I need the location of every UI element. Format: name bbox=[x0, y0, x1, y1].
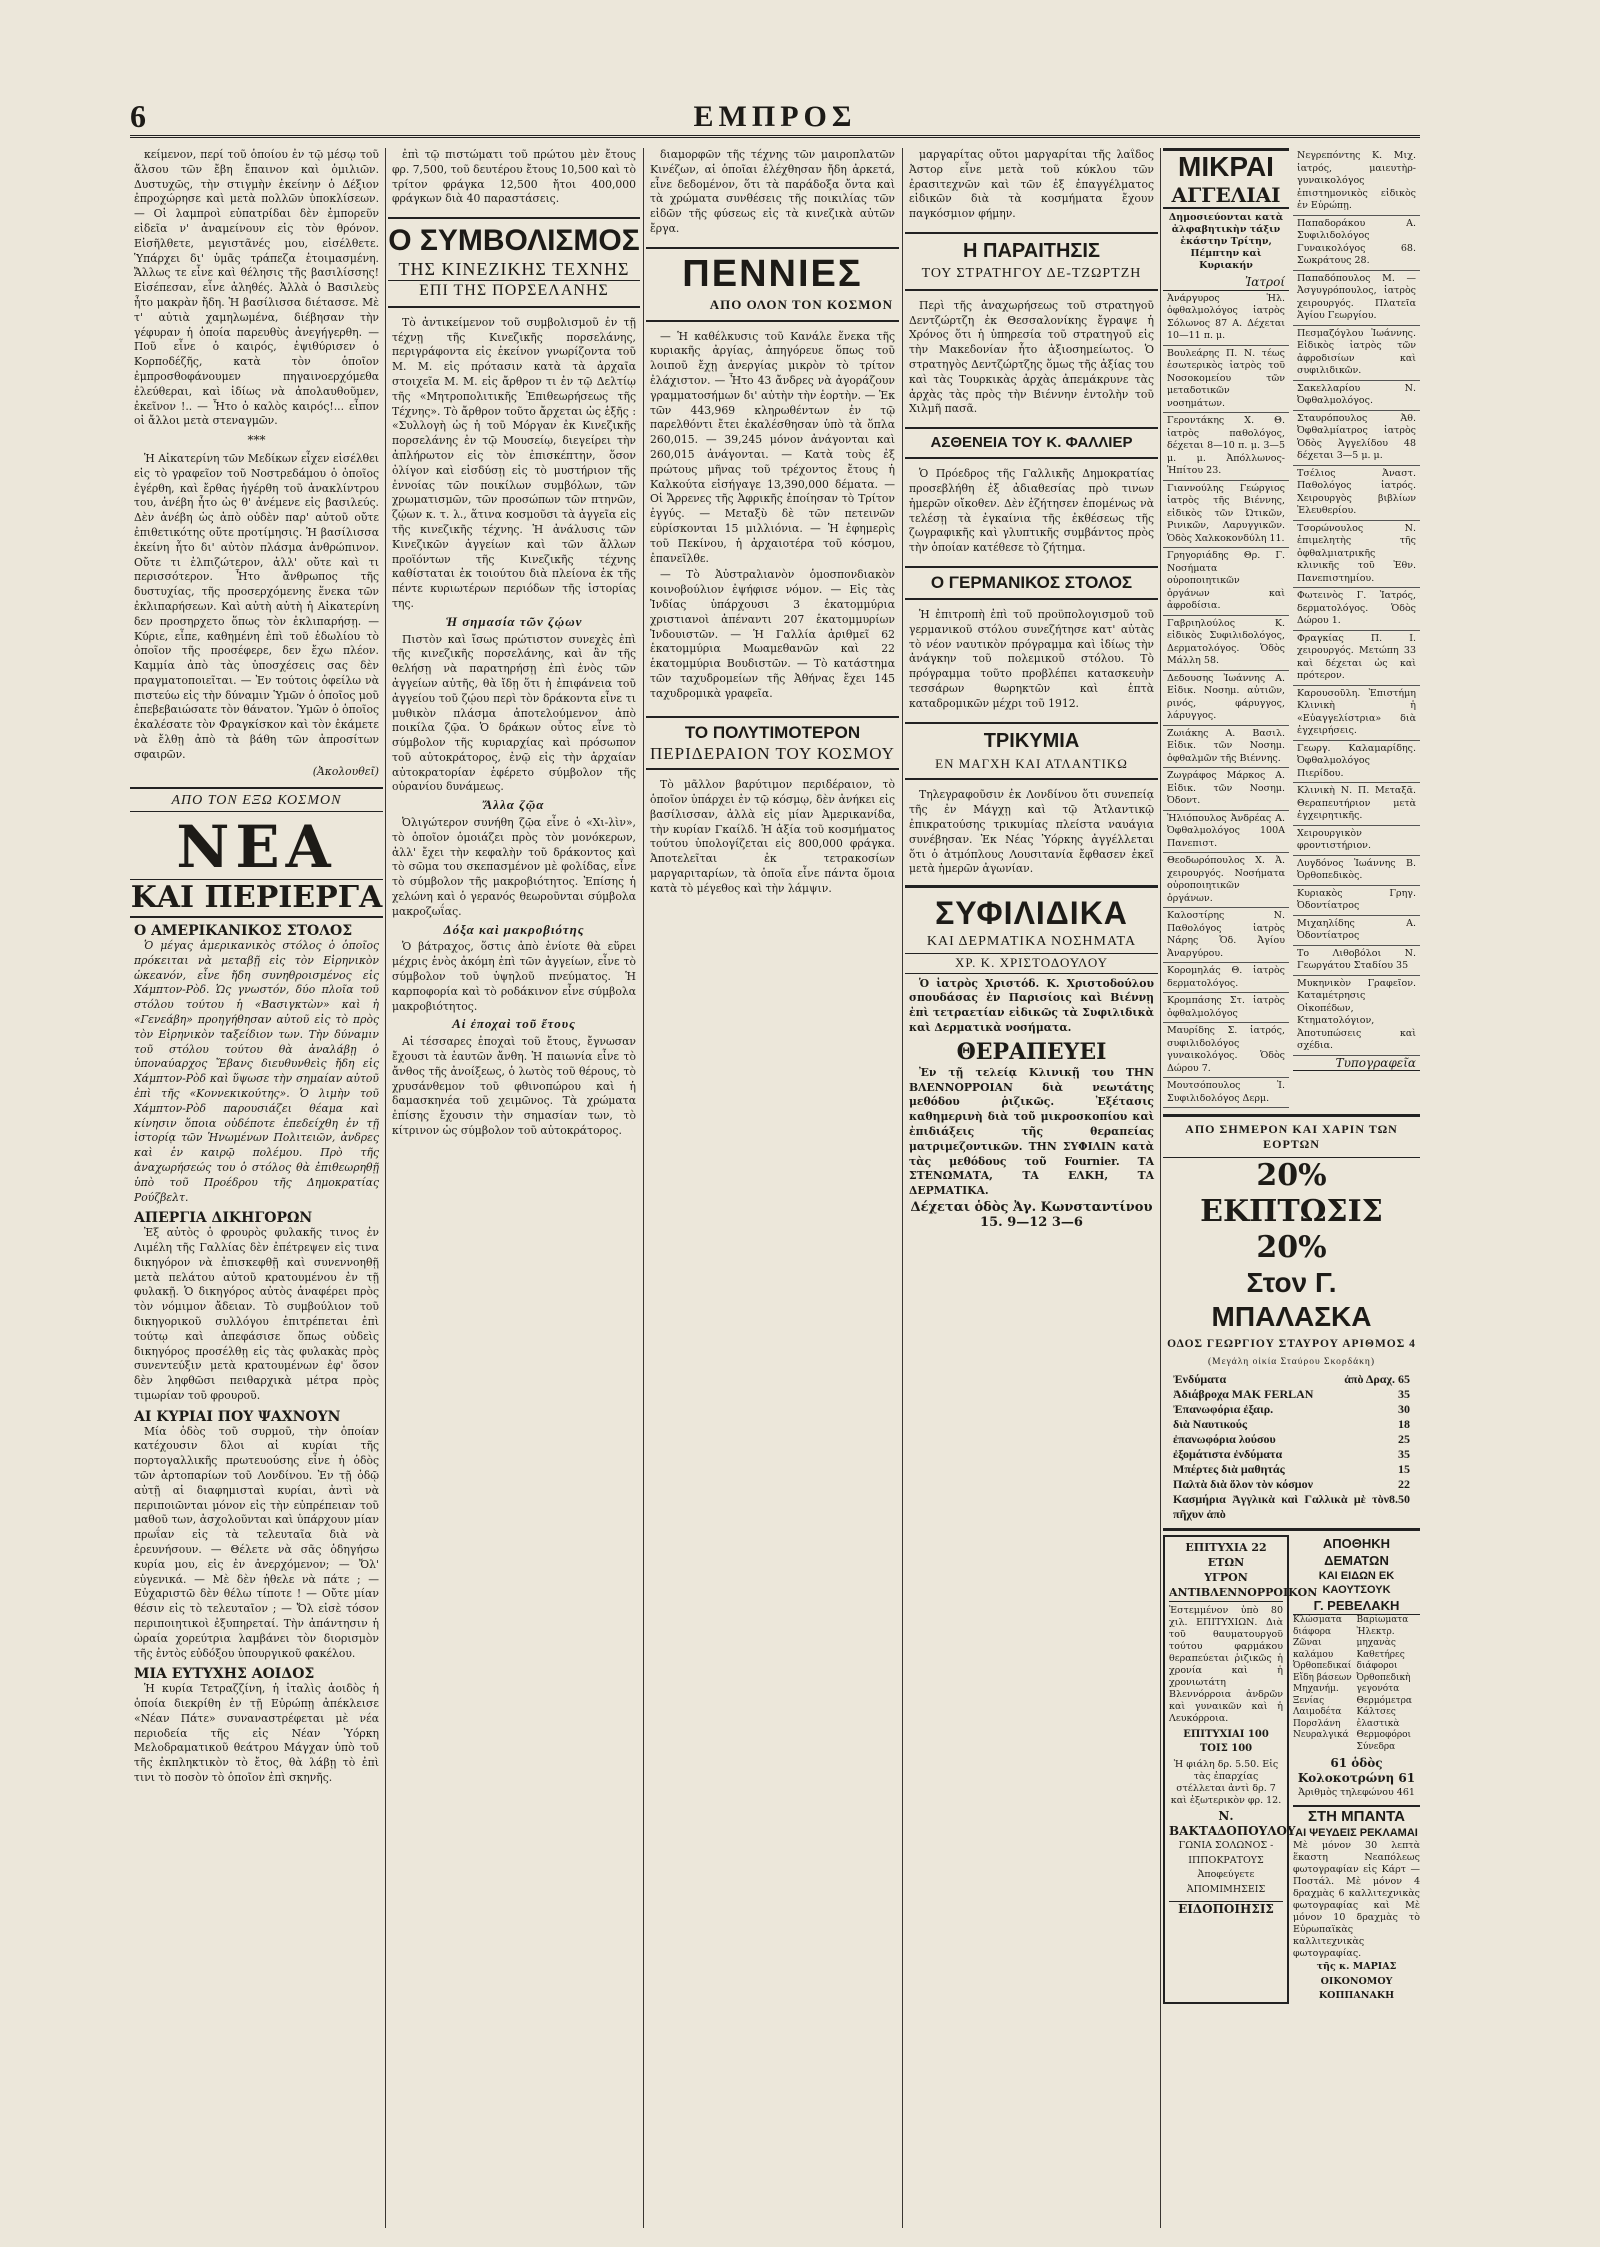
price-row bbox=[1163, 1477, 1420, 1492]
product-item: Καθετήρες διάφοροι bbox=[1356, 1649, 1405, 1672]
article-text: Αἱ τέσσαρες ἐποχαὶ τοῦ ἔτους, ἔγνωσαν ἔχουσι τὰ ἑαυτῶν ἄνθη. Ἡ παιωνία εἶνε τὸ ἄνθος τῆς ἀνοίξεως, ὁ λωτὸς τοῦ θέρους, τὸ χρυσάνθεμον τοῦ φθινοπώρου καὶ ἡ δαμασκηνέα τοῦ χειμῶνος. Τὰ χρώματα ἐπίσης ἔχουσιν τὴν σημασίαν των, τὸ κίτρινον ὡς σύμβολον τοῦ αὐτοκράτορος. bbox=[392, 1035, 636, 1138]
classified-ad: Δεδουσης Ἰωάννης Α. Εἰδικ. Νοσημ. αὐτιῶν, ρινός, φάρυγγος, λάρυγγος. bbox=[1163, 671, 1289, 726]
ad-pharmacy: Ν. ΒΑΚΤΑΔΟΠΟΥΛΟΥ bbox=[1169, 1809, 1296, 1839]
section-title: ΝΕΑ bbox=[176, 813, 337, 882]
story-text: Ἐξ αὐτὸς ὁ φρουρὸς φυλακῆς τινος ἐν Λιμέλη τῆς Γαλλίας δὲν ἐπέτρεψεν εἰς τινα δικηγόρον νὰ ἐπισκεφθῇ καὶ συνεννοηθῇ μετὰ πελάτου αὐτοῦ κρατουμένου ἐν τῇ φυλακῇ. Ὁ δικηγόρος αὐτὸς ἀναφέρει πρὸς τὸν νόμιμον ἄδειαν. Τὸ συμβούλιον τοῦ δικηγορικοῦ συλλόγου ἐπιτρέπεται ἐπὶ τούτῳ καὶ ἀπεφάσισε ὅπως οὐδεὶς δικηγόρος προσέλθῃ εἰς τὰς φυλακὰς πρὸς συνεντεύξιν μετὰ κρατουμένων ἐφ' ὅσον δὲν ληφθῶσι πειθαρχικὰ μέτρα πρὸς τιμωρίαν τοῦ φρουροῦ. bbox=[134, 1226, 379, 1402]
classified-list bbox=[1163, 291, 1289, 1109]
article-subtitle: ΑΠΟ ΟΛΟΝ ΤΟΝ ΚΟΣΜΟΝ bbox=[709, 296, 893, 312]
price-item: Ἐνδύματα bbox=[1173, 1372, 1227, 1387]
classified-ad: Κλινικὴ Ν. Π. Μεταξᾶ. Θεραπευτήριον μετὰ ἐγχειρητικῆς. bbox=[1293, 783, 1420, 826]
price-row bbox=[1163, 1432, 1420, 1447]
price-row bbox=[1163, 1417, 1420, 1432]
classified-ad: Μυκηνικὸν Γραφεῖον. Καταμέτρησις Οἰκοπέδων, Κτηματολόγιον, Ἀποτυπώσεις καὶ σχέδια. bbox=[1293, 976, 1420, 1056]
classified-ad: Τσέλιος Ἀναστ. Παθολόγος ἰατρός. Χειρουργὸς βιβλίων Ἐλευθερίου. bbox=[1293, 466, 1420, 521]
price-item: διὰ Ναυτικούς bbox=[1173, 1417, 1248, 1432]
ad-price: Ἡ φιάλη δρ. 5.50. Εἰς τὰς ἐπαρχίας στέλλεται ἀντὶ δρ. 7 καὶ ἐξωτερικὸν φρ. 12. bbox=[1170, 1759, 1282, 1807]
article-subtitle: ΕΠΙ ΤΗΣ ΠΟΡΣΕΛΑΝΗΣ bbox=[388, 280, 640, 299]
column-5 bbox=[1163, 148, 1420, 2228]
price-row bbox=[1163, 1402, 1420, 1417]
column-rule bbox=[902, 148, 903, 2228]
product-item: Μηχανήμ. Ξενίας bbox=[1293, 1684, 1339, 1706]
subsection-title: Δόξα καὶ μακροβιότης bbox=[443, 921, 585, 937]
promo-note: (Μεγάλη οἰκία Σταύρου Σκορδάκη) bbox=[1207, 1356, 1376, 1367]
price-item: Κασμήρια Ἀγγλικὰ καὶ Γαλλικὰ μὲ τὸν πῆχυν ἀπὸ bbox=[1173, 1492, 1389, 1522]
story-text: Ὁ μέγας ἀμερικανικὸς στόλος ὁ ὁποῖος πρόκειται νὰ μεταβῇ εἰς τὸν Εἰρηνικὸν ὠκεανόν, εἶνε ἤδη συνηθροισμένος εἰς Χάμπτον-Ρὸδ. Ὡς γνωστόν, δύο πλοῖα τοῦ στόλου τούτου ἡ «Βασιγκτὼν» καὶ ἡ «Γενεάβη» προηγήθησαν αὐτοῦ εἰς τὸ πρὸς τὸν Εἰρηνικὸν ταξείδιον των. Τὴν δύναμιν τοῦ στόλου τούτου θὰ ἀναλάβῃ ὁ ὑποναύαρχος Ἔβανς διευθυνθεὶς ἤδη εἰς Χάμπτον-Ρὸδ καὶ ὕψωσε τὴν σημαίαν αὐτοῦ ἐπὶ τῆς «Κοννεκικούτης». Ὁ λιμὴν τοῦ Χάμπτον-Ρὸδ παρουσιάζει θέαμα καὶ κίνησιν ὅποια οὐδέποτε ἐπεδείχθη ἐν τῇ ἱστορίᾳ τῶν Ἡνωμένων Πολιτειῶν, ἀνδρες καὶ ἐν καιρῷ πολέμου. Πρὸ τῆς ἀναχωρήσεώς του ὁ στόλος θὰ ἐπιθεωρηθῇ ὑπὸ τοῦ Προέδρου τῆς Δημοκρατίας Ρούζβελτ. bbox=[134, 939, 379, 1204]
ad-title: ΥΓΡΟΝ ΑΝΤΙΒΛΕΝΝΟΡΡΟΙΚΟΝ bbox=[1169, 1571, 1283, 1602]
ad-subtitle: ΚΑΙ ΕΙΔΩΝ ΕΚ ΚΑΟΥΤΣΟΥΚ bbox=[1318, 1570, 1395, 1597]
article-header bbox=[646, 716, 899, 771]
article-header bbox=[905, 566, 1158, 600]
body-text: διαμορφῶν τῆς τέχνης τῶν μαιροπλατῶν Κινέζων, αἱ ὁποῖαι ἐλέχθησαν ἤδη ἀρκετά, εἶνε δεδομένον, ὅτι τὰ παράδοξα ὄντα καὶ τὰ χρώματα συνθέσεις τῆς ποικιλίας τῶν εἰδῶν τῆς φύσεως εἰς τὰ κινεζικὰ αὐτῶν ἔργα. bbox=[650, 148, 895, 235]
ad-title: ΣΤΗ ΜΠΑΝΤΑ bbox=[1307, 1807, 1406, 1825]
ad-phone: Ἀριθμὸς τηλεφώνου 461 bbox=[1298, 1787, 1415, 1799]
product-item: Νευραλγικά bbox=[1293, 1730, 1349, 1741]
classified-ad: Σταυρόπουλος Ἀθ. Ὀφθαλμίατρος ἰατρὸς Ὁδὸς Ἀγγελίδου 48 δέχεται 3—5 μ. μ. bbox=[1293, 411, 1420, 466]
masthead bbox=[130, 98, 1420, 138]
ad-cure-title: ΘΕΡΑΠΕΥΕΙ bbox=[956, 1038, 1107, 1065]
classified-ad: Γρηγοριάδης Θρ. Γ. Νοσήματα οὐροποιητικῶν ὀργάνων καὶ ἀφροδίσια. bbox=[1163, 548, 1289, 616]
body-text: Ἡ Αἰκατερίνη τῶν Μεδίκων εἶχεν εἰσέλθει εἰς τὸ γραφεῖον τοῦ Νοστρεδάμου ὁ ὁποῖος ἐγέρθη, καὶ ἔρθας ἠγέρθη τοῦ ἀνακλίντρου του, ἀνέβη ἦτο ὡς θ' ἀνέμενε εἰς βασιλεύς. Δὲν ἀνέβη ὡς ἀπὸ οὐδὲν παρ' αὐτοῦ οὔτε ἐπιθετικότης οὔτε προτίμησις. Ἡ βασίλισσα ἐκείνη ἦτο δι' αὐτὸν πλάσμα ἀνθρώπινον. Οὔτε τι ἐλπιζώτερον, ἀλλ' οὔτε καὶ τι περισσότερον. Ἦτο ἄνθρωπος τῆς δυστυχίας, τῆς προσερχόμενης ἕνεκα τῶν ἐκλιπαρήσεων. Καὶ αὐτὴ αὐτὴ ἡ Αἰκατερίνη δεν προσηρχετο ὅπως τὸν ἐκλιπαρήσῃ. — Κύριε, εἶπε, καθημένη ἐπὶ τοῦ ἑδωλίου τὸ ὁποῖον τῆς προσέφερε, δεν ἔχω πλέον. Καμμία ἀπὸ τὰς ὑποσχέσεις σας δὲν πραγματοποιεῖται. — Ἐν τούτοις ὀφείλω νὰ πιστεύω εἰς τὴν δύναμιν Ὑμῶν ὁ ὁποῖος μοῦ ἐπεβεβαιώσατε τὸν θάνατον. Ὑμῶν ὁ ὁποῖος ἐκαλέσατε τὸν Φραγκίσκον καὶ τὸν ἐκάμετε νὰ ἔλθῃ ἀπὸ τὰ βάθη τῶν ἀπροσίτων σφαιρῶν. bbox=[134, 451, 379, 761]
price-row bbox=[1163, 1492, 1420, 1522]
product-item: Πορσλάνη bbox=[1293, 1718, 1341, 1729]
price-item: Ἐπανωφόρια ἐξαιρ. bbox=[1173, 1402, 1274, 1417]
classified-ad: Καλοστίρης Ν. Παθολόγος ἰατρὸς Νάρης Ὁδ. Ἀγίου Ἀναργύρου. bbox=[1163, 908, 1289, 963]
price-value: 8.50 bbox=[1389, 1492, 1410, 1507]
article-text: Ἡ ἐπιτροπὴ ἐπὶ τοῦ προϋπολογισμοῦ τοῦ γερμανικοῦ στόλου συνεζήτησε κατ' αὐτὰς τὸ νέον ναυτικὸν πρόγραμμα καὶ ἰδίως τὴν ἀνάγκην τοῦ πολεμικοῦ στόλου. Τὸ πρόγραμμα τοῦτο προβλέπει κατασκευὴν τεσσάρων θωρηκτῶν καὶ ἑπτὰ καταδρομικῶν μέχρι τοῦ 1912. bbox=[909, 607, 1154, 710]
promo-discount: 20% ΕΚΠΤΩΣΙΣ 20% bbox=[1200, 1157, 1383, 1265]
article-title: Ο ΓΕΡΜΑΝΙΚΟΣ ΣΤΟΛΟΣ bbox=[930, 572, 1133, 592]
article-title: Η ΠΑΡΑΙΤΗΣΙΣ bbox=[963, 239, 1100, 262]
article-text: Περὶ τῆς ἀναχωρήσεως τοῦ στρατηγοῦ Δεντζώρτζη ἐκ Θεσσαλονίκης ἔγραψε ἡ Χρόνος ὅτι ἡ ὑπηρεσία τοῦ στρατηγοῦ εἰς τὴν Μακεδονίαν ἦτο ἀξιοσημείωτος. Ὁ στρατηγὸς Δεντζώρτζης ὅμως τῆς ἀξίας του καὶ τὰς Τουρκικὰς ἀρχὰς ἀπεμάκρυνε τὰς ἀρχὰς τὰς πρὸς τὴν Βιέννην ἐντολὴν τοῦ Χιλμῆ πασᾶ. bbox=[909, 298, 1154, 416]
article-text: Ὁ βάτραχος, ὅστις ἀπὸ ἐνίοτε θὰ εὕρει μέχρις ἑνὸς ἀκόμη ἐπὶ τῶν ἀγγείων, εἶνε τὸ σύμβολον τοῦ ὑψηλοῦ πνεύματος. Ἡ καρποφορία καὶ τὸ ροδάκινον εἶνε σύμβολα μακροβιότητος. bbox=[392, 940, 636, 1013]
classified-ad: Φωτεινὸς Γ. Ἰατρός, δερματολόγος. Ὁδὸς Δώρου 1. bbox=[1293, 588, 1420, 631]
classified-ad: Ζωιάκης Α. Βασιλ. Εἰδικ. τῶν Νοσημ. ὀφθαλμῶν τῆς Βιέννης. bbox=[1163, 726, 1289, 769]
price-item: Ἀδιάβροχα MAK FERLAN bbox=[1173, 1387, 1314, 1402]
classifieds-title: ΜΙΚΡΑΙ bbox=[1163, 148, 1289, 183]
article-text: Πιστὸν καὶ ἴσως πρώτιστον συνεχὲς ἐπὶ τῆς κινεζικῆς πορσελάνης, καὶ ἂν τῆς θελήσῃ νὰ παρατηρήσῃ ἐπὶ ἑνὸς τῶν ἀγγείων αὐτῆς, θὰ ἴδῃ ὅτι ἡ ἐπιφάνεια τοῦ ἀγγείου τοῦ ζῴου περὶ τὸν δράκοντα εἶνε τι μυθικὸν πλάσμα ἀποτελούμενον ἀπὸ ποικίλα ζῷα. Ὁ δράκων οὗτος εἶνε τὸ σύμβολον τῆς κυριαρχίας καὶ πρόσωπον τοῦ αὐτοκράτορος, ἐνῷ εἰς τὴν ἀρχαίαν αὐτοκρατορίαν ἐφέρετο σύμβολον τῆς οὐρανίου δυνάμεως. bbox=[392, 632, 636, 794]
price-value: 15 bbox=[1398, 1462, 1410, 1477]
separator-stars: *** bbox=[247, 433, 266, 448]
ad-text: Ἐν τῇ τελείᾳ Κλινικῇ του ΤΗΝ ΒΛΕΝΝΟΡΡΟΙΑΝ διὰ νεωτάτης μεθόδου ῥιζικῶς. Ἐξέτασις καθημερινὴ διὰ τοῦ μικροσκοπίου καὶ ἐπιδιάξεις τῆς θεραπείας ματριμεζοντικῶν. ΤΗΝ ΣΥΦΙΛΙΝ κατὰ τὰς μεθόδους τοῦ Fournier. ΤΑ ΣΤΕΝΩΜΑΤΑ, ΤΑ ΕΛΚΗ, ΤΑ ΔΕΡΜΑΤΙΚΑ. bbox=[909, 1065, 1154, 1198]
price-value: ἀπὸ Δραχ. 65 bbox=[1344, 1372, 1410, 1387]
article-subtitle: ΠΕΡΙΔΕΡΑΙΟΝ ΤΟΥ ΚΟΣΜΟΥ bbox=[650, 743, 895, 763]
classified-list bbox=[1293, 148, 1420, 1056]
classified-ad: Παπαδοράκου Α. Συφιλιδολόγος Γυναικολόγος 68. Σωκράτους 28. bbox=[1293, 216, 1420, 271]
classified-ad: Κρομπάσης Στ. ἰατρὸς ὀφθαλμολόγος bbox=[1163, 993, 1289, 1023]
body-text: μαργαρίτας οὔτοι μαργαρίται τῆς λαΐδος Ἀστορ εἶνε μετὰ τοῦ κύκλου τῶν ἐρασιτεχνῶν καὶ τῶν ἐξ ἐπαγγέλματος εἰδικῶν διὰ τὰ κοσμήματα ἔχουν παγκόσμιον φήμην. bbox=[909, 148, 1154, 221]
body-text: κείμενον, περί τοῦ ὁποίου ἐν τῷ μέσῳ τοῦ ἄλσου τῶν ἔβη ἔπαινον καὶ ὁμιλιῶν. Δυστυχῶς, τὴν στιγμὴν ἐκείνην ὁ Δέξιον ἐπροχώρησε καὶ μετὰ πολλῶν ὑποκλίσεων. — Οἱ λαμπροὶ εὐπατρίδαι δὲν ἐμπορεῦν εἰδεῖα ν' ἀναμείνουν εἰς τὸν θρόνον. Εἰσῆλθετε, μεγιστᾶνές μου, εἰσέλθετε. Ὑπάρχει δι' ὑμᾶς τράπεζα ἑτοιμασμένη. Ἄλλως τε εἶνε καὶ θέλησις τῆς βασιλίσσης! Εἰσέπεσαν, εἶνε ἀληθές. Ἀλλὰ ὁ Βασιλεὺς ἦτο μακρὰν ἤδη. Ἡ βασίλισσα διέτασσε. Μὲ τ' αὐτιὰ χαμηλωμένα, διέβησαν τὴν γέφυραν ἡ ὁποία παρευθὺς ἀνεγήγερθη. — Ποῦ εἶνε ὁ καιρός, ἐψιθύρισεν ὁ Κορποδέζῆς, κατὰ τὸν ὁποῖον ἐμπροσθοφάνουμεν πηγαινοερχόμεθα ἐλεύθεραι, καὶ ἰδίως νὰ ἀπολαυθοῦμεν, ἐκεῖνον !.. — Ἦτο ὁ καλὸς καιρός!... εἶπον οἱ ἄλλοι μετὰ στεναγμῶν. bbox=[134, 148, 379, 428]
classified-ad: Θεοδωρόπουλος Χ. Ἀ. χειρουργός. Νοσήματα οὐροποιητικῶν ὀργάνων. bbox=[1163, 853, 1289, 908]
promo-address: ΟΔΟΣ ΓΕΩΡΓΙΟΥ ΣΤΑΥΡΟΥ ΑΡΙΘΜΟΣ 4 bbox=[1167, 1337, 1416, 1350]
price-value: 35 bbox=[1398, 1387, 1410, 1402]
price-value: 18 bbox=[1398, 1417, 1410, 1432]
subsection-title: Ἄλλα ζῷα bbox=[483, 797, 545, 813]
classified-ad: Τσορώνουλος Ν. ἐπιμελητὴς τῆς ὀφθαλμιατρικῆς κλινικῆς τοῦ Ἐθν. Πανεπιστημίου. bbox=[1293, 521, 1420, 589]
article-text: Ὁ Πρόεδρος τῆς Γαλλικῆς Δημοκρατίας προσεβλήθη ἐξ ἀδιαθεσίας πρὸ τινων ἡμερῶν οἴκοθεν. Δὲν ἐζήτησεν ἐπομένως νὰ τελέσῃ τὰ ἐγκαίνια τῆς ἐκθέσεως τῆς ζωγραφικῆς καὶ γλυπτικῆς συμβάντος πρὸς τὴν ὁποίαν κατέθεσε τὸ ζήτημα. bbox=[909, 467, 1154, 555]
article-title: ΤΟ ΠΟΛΥΤΙΜΟΤΕΡΟΝ bbox=[684, 722, 861, 742]
newspaper-title: ΕΜΠΡΟΣ bbox=[693, 100, 857, 133]
product-list bbox=[1357, 1615, 1421, 1753]
article-text: — Ἡ καθέλκυσις τοῦ Κανάλε ἕνεκα τῆς κυριακῆς ἀργίας, ἀπηγόρευε ὅπως τοῦ λοιποῦ ἔχῃ ἀνεργίας μικρὸν τὸ τρίτον ἐλάχιστον. — Ἦτο 43 ἄνδρες νὰ ἀγοράζουν γραμματοσήμων δι' αὐτὴν τὴν ἑορτὴν. — Ἐκ τῶν 443,969 κληρωθέντων ἐν τῷ παρελθόντι ἔτει ἐκαλέσθησαν ὑπὸ τὰ ὅπλα 260,015. — 39,245 μόνον ἀνάγονται καὶ 260,015 ἀνάγονται. — Κατὰ τοὺς ἐξ πρώτους μῆνας τοῦ τρέχοντος ἔτους ἡ Καλκούτα εἰσήγαγε 13,390,000 δέματα. — Οἱ Ἄρρενες τῆς Ἀφρικῆς ἐποίησαν τὸ Τρίτον ἐγγύς. — Μεταξὺ δὲ τῶν πετεινῶν εὑρίσκονται 15 μιλλιόνια. — Ἡ ἐφημερὶς τοῦ Πεκίνου, ἡ ἀρχαιοτέρα τοῦ κόσμου, ἐπανεῖλθε. bbox=[650, 329, 895, 565]
classified-ad: Χειρουργικὸν φροντιστήριον. bbox=[1293, 826, 1420, 856]
column-2 bbox=[388, 148, 640, 2228]
article-header bbox=[905, 427, 1158, 459]
classified-ad: Ἠλιόπουλος Ἀνδρέας Α. Ὀφθαλμολόγος 100Α Πανεπιστ. bbox=[1163, 811, 1289, 854]
section-subtitle: ΚΑΙ ΠΕΡΙΕΡΓΑ bbox=[130, 879, 383, 918]
promo-store: Στον Γ. ΜΠΑΛΑΣΚΑ bbox=[1211, 1266, 1372, 1332]
classified-ad: Κυριακὸς Γρηγ. Ὀδοντίατρος bbox=[1293, 886, 1420, 916]
article-text: — Τὸ Ἀὐστραλιανὸν ὁμοσπονδιακὸν κοινοβούλιον ἐψήφισε νόμον. — Εἰς τὰς Ἰνδίας ὑπάρχουσι 3 ἑκατομμύρια χριστιανοὶ ἀπέναντι 207 ἑκατομμυρίων Ἰνδουιστῶν. — Ἡ Γαλλία ἀριθμεῖ 62 ἑκατομμύρια Μωαμεθανῶν καὶ 22 ἑκατομμύρια Βουδιστῶν. — Τὸ κατάστημα τῶν ταχυδρομείων τῆς Ἀθήνας ἔχει 145 ταχυδρομικὰ γραφεῖα. bbox=[650, 568, 895, 700]
article-title: Ο ΣΥΜΒΟΛΙΣΜΟΣ bbox=[388, 224, 640, 258]
column-3 bbox=[646, 148, 899, 2228]
ad-warning: Ἀποφεύγετε ἈΠΟΜΙΜΗΣΕΙΣ bbox=[1186, 1869, 1266, 1896]
product-item: Θερμόμετρα bbox=[1356, 1695, 1412, 1706]
classified-ad: Γαβριηλούλος Κ. εἰδικὸς Συφιλιδολόγος, Δερματολόγος. Ὁδὸς Μάλλη 58. bbox=[1163, 616, 1289, 671]
classified-ad: Λυγδόνος Ἰωάννης Β. Ὀρθοπεδικὸς. bbox=[1293, 856, 1420, 886]
classified-ad: Νεγρεπόντης Κ. Μιχ. ἰατρός, μαιευτὴρ-γυναικολόγος ἐπιστημονικὸς εἰδικὸς ἐν Εὐρώπῃ. bbox=[1293, 148, 1420, 216]
ad-address: 61 ὁδὸς Κολοκοτρώνη 61 bbox=[1297, 1756, 1416, 1786]
article-text: Τὸ ἀντικείμενον τοῦ συμβολισμοῦ ἐν τῇ τέχνῃ τῆς Κινεζικῆς πορσελάνης, περιγράφοντα εἰς ἐκείνον γνωρίζοντα τοῦ Μ. Μ. εἰς πρότασιν κατὰ τὰ ἀρχαῖα στοιχεῖα Μ. Μ. εἰς ἄρθρον τι ἐν τῷ Δελτίῳ τῆς «Μητροπολιτικῆς Ἐπιθεωρήσεως τῆς Τέχνης». Τὸ ἄρθρον τοῦτο ἄρχεται ὡς ἑξῆς : «Συλλογὴ ὡς ἡ τοῦ Μόργαν ἐκ Κινεζικῆς πορσελάνης ἐν τῷ Μουσείῳ, διεγείρει τὴν ἀπλήρωτον εἰς τὸν ἐπισκέπτην, ὅσον ὀλίγον καὶ εἰσδύσῃ εἰς τὸ μυστήριον τῆς ἐννοίας τῶν ποικίλων συμβόλων, τῶν χρωματισμῶν, τῶν προσώπων τῶν πτηνῶν, ζῴων κ. τ. λ., ἅτινα κοσμοῦσι τὰ ἀγγεῖα εἰς τῆς κινεζικῆς τέχνης. Ἡ ἀνάλυσις τῶν Κινεζικῶν ἀγγείων καὶ τῶν ἄλλων προϊόντων τῆς Κινεζικῆς τέχνης καθίσταται ἐκ τοιούτου διὰ πλείονα ἐκ τῆς πέντε κυριωτέρων περιόδων τῆς ἱστορίας της. bbox=[392, 315, 636, 610]
classified-ad: Καρουσοῦλη. Ἐπιστήμη Κλινικὴ ἡ «Εὐαγγελίστρια» διὰ ἐγχειρήσεις. bbox=[1293, 686, 1420, 741]
classified-ad: Γεροντάκης Χ. Θ. ἰατρὸς παθολόγος, δέχεται 8—10 π. μ. 3—5 μ. μ. Ἀπόλλωνος-Ἡπίτου 23. bbox=[1163, 413, 1289, 481]
ad-text: Ἐστεμμένον ὑπὸ 80 χιλ. ΕΠΙΤΥΧΙΩΝ. Διὰ τοῦ θαυματουργοῦ τούτου φαρμάκου θεραπεύεται ῥιζικῶς ἡ χρονία καὶ ἡ χρονιωτάτη Βλεννόρροια ἀνδρῶν καὶ γυναικῶν καὶ ἡ Λευκόρροια. bbox=[1169, 1604, 1283, 1724]
category-label: Τυπογραφεῖα bbox=[1293, 1056, 1420, 1072]
product-list bbox=[1293, 1615, 1357, 1753]
ad-address: Δέχεται ὁδὸς Ἀγ. Κωνσταντίνου 15. 9—12 3—6 bbox=[910, 1200, 1153, 1230]
article-text: Τηλεγραφοῦσιν ἐκ Λονδίνου ὅτι συνεπείᾳ τῆς ἐν Μάγχῃ καὶ τῷ Ἀτλαντικῷ ἐπικρατούσης τρικυμίας πλείστα ναυάγια συνέβησαν. Ἐκ Νέας Ὑόρκης ἀγγέλλεται ὅτι ὁ ἀτμόπλους Λουσιτανία ἔφθασεν ἐκεῖ μετὰ ἡμερῶν ἀγωνίαν. bbox=[909, 788, 1154, 876]
story-text: Μία ὁδὸς τοῦ συρμοῦ, τὴν ὁποίαν κατέχουσιν δλοι αἱ κυρίαι τῆς πορτογαλλικῆς πρωτευούσης εἶνε ἡ ὁδὸς τῶν ἀρτοπαρίων τοῦ Λονδίνου. Ἐν τῇ ὁδῷ αὐτῇ αἱ διαφημισταὶ κυρίαι, ἀντὶ νὰ περιποιῶνται μόνον εἰς τὴν εὐπρέπειαν τοῦ μαθοῦ των, ἀσχολοῦνται καὶ ὑπάρχουν μίαν πρωΐαν εἰς τὰ τελευταῖα διὰ νὰ ἐρευνήσουν. — Θέλετε νὰ σᾶς ὁδηγήσω κυρία μου, εἰς ἐν ἀνερχόμενον; — Ὄλ' εὐγενικά. — Μὲ δὲν ἠθελε νὰ πάτε ; — Εὐχαριστῶ δὲν θέλω τίποτε ! — Οὔτε μίαν θέσιν εἰς τὸ τελευταῖον ; — Ὄλ εἰσὲ τόσον περιποιητικοὶ ἐξυπηρεταί. Τὴν ἀπάντησιν ἡ ὡραία χορεύτρια λαμβάνει τὸν διορισμὸν τῆς ἐντὸς εὐδόξου ὑπουργικοῦ φακέλου. bbox=[134, 1424, 379, 1660]
price-item: ἐπανωφόρια λούσου bbox=[1173, 1432, 1276, 1447]
classified-ad: Σακελλαρίου Ν. Ὀφθαλμολόγος. bbox=[1293, 381, 1420, 411]
column-1 bbox=[130, 148, 383, 2228]
classified-ad: Το Λιθοβόλοι Ν. Γεωργάτου Σταδίου 35 bbox=[1293, 946, 1420, 976]
section-label: ΑΠΟ ΤΟΝ ΕΞΩ ΚΟΣΜΟΝ bbox=[130, 792, 383, 812]
subsection-title: Ἡ σημασία τῶν ζῴων bbox=[445, 613, 583, 629]
ad-title: ΕΠΙΤΥΧΙΑ 22 ΕΤΩΝ bbox=[1185, 1541, 1267, 1570]
classifieds-note: Δημοσιεύονται κατὰ ἀλφαβητικὴν τάξιν ἑκάστην Τρίτην, Πέμπτην καὶ Κυριακήν bbox=[1168, 212, 1284, 271]
classified-ad: Φραγκίας Π. Ι. χειρουργός. Μετώπη 33 καὶ δέχεται ὡς καὶ πρότερον. bbox=[1293, 631, 1420, 686]
article-text: Ὀλιγώτερον συνήθη ζῷα εἶνε ὁ «Χι-λὶν», τὸ ὁποῖον ὁμοιάζει πρὸς τὸν μονόκερων, ἀλλ' ἔχει τὴν κεφαλὴν τοῦ δράκοντος καὶ τὸ σῶμα του σκεπασμένον μὲ φολίδας, εἶνε τὸ σύμβολον τῆς μακροβιότητος. Ἐπίσης ἡ χελώνη καὶ ὁ γερανός θεωροῦνται σύμβολα μακροζωΐας. bbox=[392, 816, 636, 918]
price-item: ἐξομάτιστα ἐνδύματα bbox=[1173, 1447, 1283, 1462]
ad-title: ΣΥΦΙΛΙΔΙΚΑ bbox=[935, 895, 1128, 932]
article-title: ΤΡΙΚΥΜΙΑ bbox=[983, 729, 1080, 752]
product-item: Ὀρθοπεδικὴ γεγονότα bbox=[1356, 1672, 1411, 1695]
article-subtitle: ΤΟΥ ΣΤΡΑΤΗΓΟΥ ΔΕ-ΤΖΩΡΤΖΗ bbox=[921, 265, 1142, 281]
subsection-title: Αἱ ἐποχαὶ τοῦ ἔτους bbox=[452, 1016, 576, 1032]
promo-banner: ΑΠΟ ΣΗΜΕΡΟΝ ΚΑΙ ΧΑΡΙΝ ΤΩΝ ΕΟΡΤΩΝ bbox=[1163, 1114, 1420, 1158]
article-title: ΠΕΝΝΙΕΣ bbox=[682, 252, 863, 295]
ad-text: Ὁ ἰατρὸς Χριστόδ. Κ. Χριστοδούλου σπουδάσας ἐν Παρισίοις καὶ Βιέννῃ ἐπὶ τετραετίαν εἰδικῶς τὰ Συφιλιδικὰ καὶ Δερματικὰ νοσήματα. bbox=[909, 976, 1154, 1035]
product-item: Ζῶναι καλάμου bbox=[1293, 1638, 1334, 1660]
classified-ad: Μουτσόπουλος Ἰ. Συφιλιδολόγος Δερμ. bbox=[1163, 1078, 1289, 1108]
article-header bbox=[905, 722, 1158, 781]
product-item: Ὀρθοπεδικαί bbox=[1293, 1661, 1352, 1672]
product-item: Ἠλεκτρ. μηχανὰς bbox=[1356, 1626, 1396, 1649]
advertisement bbox=[1293, 1535, 1420, 2004]
classified-ad: Μιχαηλίδης Α. Ὀδοντίατρος bbox=[1293, 916, 1420, 946]
article-header bbox=[388, 217, 640, 308]
product-item: Σύνεδρα bbox=[1356, 1741, 1396, 1752]
ad-subtitle: ΚΑΙ ΔΕΡΜΑΤΙΚΑ ΝΟΣΗΜΑΤΑ bbox=[926, 934, 1137, 950]
price-value: 22 bbox=[1398, 1477, 1410, 1492]
price-value: 35 bbox=[1398, 1447, 1410, 1462]
classified-ad: Γεωργ. Καλαμαρίδης. Ὀφθαλμολόγος Πιερίδου. bbox=[1293, 741, 1420, 784]
ad-pharmacy-address: ΓΩΝΙΑ ΣΟΛΩΝΟΣ - ΙΠΠΟΚΡΑΤΟΥΣ bbox=[1178, 1839, 1274, 1866]
article-header bbox=[905, 232, 1158, 291]
price-list bbox=[1163, 1372, 1420, 1522]
column-rule bbox=[1160, 148, 1161, 2228]
classified-ad: Ἀνάργυρος Ἡλ. ὀφθαλμολόγος ἰατρὸς Σόλωνος 87 Α. Δέχεται 10—11 π. μ. bbox=[1163, 291, 1289, 346]
classified-ad: Πεσμαζόγλου Ἰωάννης. Εἰδικὸς ἰατρὸς τῶν ἀφροδισίων καὶ συφιλιδικῶν. bbox=[1293, 326, 1420, 381]
product-item: Βαρίωματα bbox=[1356, 1615, 1409, 1626]
body-text: ἐπὶ τῷ πιστώματι τοῦ πρώτου μὲν ἔτους φρ. 7,500, τοῦ δευτέρου ἔτους 10,500 καὶ τὸ τρίτον φράγκα 12,500 ἤτοι 400,000 φράγκων διὰ 40 παραστάσεις. bbox=[392, 148, 636, 206]
story-heading: Ο ΑΜΕΡΙΚΑΝΙΚΟΣ ΣΤΟΛΟΣ bbox=[134, 923, 353, 940]
price-row bbox=[1163, 1462, 1420, 1477]
ad-studio: τῆς κ. ΜΑΡΙΑΣ ΟΙΚΟΝΟΜΟΥ ΚΟΠΠΑΝΑΚΗ bbox=[1316, 1960, 1397, 2002]
ad-owner: Γ. ΡΕΒΕΛΑΚΗ bbox=[1293, 1597, 1420, 1615]
price-row bbox=[1163, 1372, 1420, 1387]
product-item: Λαιμοδέτα bbox=[1293, 1707, 1342, 1718]
product-item: Κάλτσες ἐλαστικὰ bbox=[1356, 1707, 1400, 1729]
product-item: Θερμοφόροι bbox=[1356, 1730, 1412, 1741]
ad-notice: ΕΙΔΟΠΟΙΗΣΙΣ bbox=[1169, 1901, 1283, 1917]
classifieds-subtitle: ΑΓΓΕΛΙΑΙ bbox=[1163, 183, 1289, 209]
price-value: 25 bbox=[1398, 1432, 1410, 1447]
category-label: Ἰατροί bbox=[1163, 275, 1289, 291]
classified-ad: Γιαννούλης Γεώργιος ἰατρὸς τῆς Βιέννης, εἰδικὸς τῶν Ὠτικῶν, Ρινικῶν, Λαρυγγικῶν. Ὁδὸς Χαλκοκονδύλη 11. bbox=[1163, 481, 1289, 549]
story-text: Ἡ κυρία Τετραζζίνη, ἡ ἰταλὶς ἀοιδὸς ἡ ὁποία διεκρίθη ἐν τῇ Εὐρώπῃ ἀπέκλεισε «Νέαν Πάτε» συναναστρέφεται μὲ νέα περιοδεία τῆς εἰς Νέαν Ὑόρκη Μελοδραματικοῦ θεάτρου Μάγχαν ὑπὸ τοῦ τῆς ἐκπληκτικὸν τὸ ἔτος, θὰ λάβῃ τὸ ἐπὶ τινι τὸ ποσὸν τὸ ὁποῖον ἐπὶ σκηνῆς. bbox=[134, 1682, 379, 1784]
ad-title: ΑΠΟΘΗΚΗ ΔΕΜΑΤΩΝ bbox=[1322, 1536, 1391, 1569]
price-item: Μπέρτες διὰ μαθητάς bbox=[1173, 1462, 1285, 1477]
column-rule bbox=[643, 148, 644, 2228]
product-item: Κλώσματα διάφορα bbox=[1293, 1615, 1342, 1637]
article-subtitle: ΕΝ ΜΑΓΧΗ ΚΑΙ ΑΤΛΑΝΤΙΚΩ bbox=[935, 755, 1128, 771]
classified-ad: Κορομηλάς Θ. ἰατρὸς δερματολόγος. bbox=[1163, 963, 1289, 993]
classified-ad: Βουλεάρης Π. Ν. τέως ἐσωτερικὸς ἰατρὸς τοῦ Νοσοκομείου τῶν μεταδοτικῶν νοσημάτων. bbox=[1163, 346, 1289, 414]
product-item: Εἴδη βάσεων bbox=[1293, 1672, 1352, 1683]
story-heading: ΜΙΑ ΕΥΤΥΧΗΣ ΑΟΙΔΟΣ bbox=[134, 1666, 315, 1683]
price-item: Παλτὰ διὰ ὅλον τὸν κόσμον bbox=[1173, 1477, 1313, 1492]
column-4 bbox=[905, 148, 1158, 2228]
price-row bbox=[1163, 1447, 1420, 1462]
column-rule bbox=[385, 148, 386, 2228]
classified-ad: Μαυρίδης Σ. ἰατρός, συφιλιδολόγος γυναικολόγος. Ὁδὸς Δώρου 7. bbox=[1163, 1023, 1289, 1078]
article-header bbox=[646, 247, 899, 322]
classified-ad: Ζωγράφος Μάρκος Α. Εἰδικ. τῶν Νοσημ. Ὀδοντ. bbox=[1163, 768, 1289, 811]
ad-subtitle: ΑΙ ΨΕΥΔΕΙΣ ΡΕΚΛΑΜΑΙ bbox=[1295, 1826, 1418, 1839]
article-title: ΑΣΘΕΝΕΙΑ ΤΟΥ Κ. ΦΑΛΛΙΕΡ bbox=[930, 434, 1133, 452]
classified-ad: Παπαδόπουλος Μ. — Ἀσγυγρόπουλος, ἰατρὸς χειρουργός. Πλατεῖα Ἁγίου Γεωργίου. bbox=[1293, 271, 1420, 326]
story-heading: ΑΠΕΡΓΙΑ ΔΙΚΗΓΟΡΩΝ bbox=[134, 1210, 313, 1227]
story-heading: ΑΙ ΚΥΡΙΑΙ ΠΟΥ ΨΑΧΝΟΥΝ bbox=[134, 1408, 341, 1425]
price-row bbox=[1163, 1387, 1420, 1402]
article-text: Τὸ μᾶλλον βαρύτιμον περιδέραιον, τὸ ὁποῖον ὑπάρχει ἐν τῷ κόσμῳ, δὲν ἀνήκει εἰς βασίλισσαν, ἀλλὰ εἰς μίαν Ἀμερικανίδα, τὴν κυρίαν Γκαίλδ. Ἡ ἀξία τοῦ κοσμήματος τούτου ὑπολογίζεται εἰς 800,000 φράγκα. Ἀποτελεῖται ἐκ τετρακοσίων μαργαριταρίων, τὰ ὁποῖα εἶνε πάντα ὅμοια κατὰ τὸ μέγεθος καὶ τὴν λάμψιν. bbox=[650, 778, 895, 895]
continued-note: (Ἀκολουθεῖ) bbox=[312, 764, 379, 778]
price-value: 30 bbox=[1398, 1402, 1410, 1417]
ad-prize: ΕΠΙΤΥΧΙΑΙ 100 ΤΟΙΣ 100 bbox=[1183, 1728, 1269, 1755]
article-subtitle: ΤΗΣ ΚΙΝΕΖΙΚΗΣ ΤΕΧΝΗΣ bbox=[398, 259, 630, 280]
advertisement bbox=[905, 885, 1158, 1231]
ad-doctor: ΧΡ. Κ. ΧΡΙΣΤΟΔΟΥΛΟΥ bbox=[905, 953, 1158, 974]
ad-text: Μὲ μόνον 30 λεπτὰ ἕκαστη Νεαπόλεως φωτογραφίαν εἰς Κάρτ — Ποστάλ. Μὲ μόνον 4 δραχμὰς 6 καλλιτεχνικὰς φωτογραφίας καὶ Μὲ μόνον 10 δραχμὰς τὸ Εὐρωπαϊκὰς καλλιτεχνικὰς φωτογραφίας. bbox=[1293, 1839, 1420, 1959]
page-number: 6 bbox=[130, 98, 146, 134]
